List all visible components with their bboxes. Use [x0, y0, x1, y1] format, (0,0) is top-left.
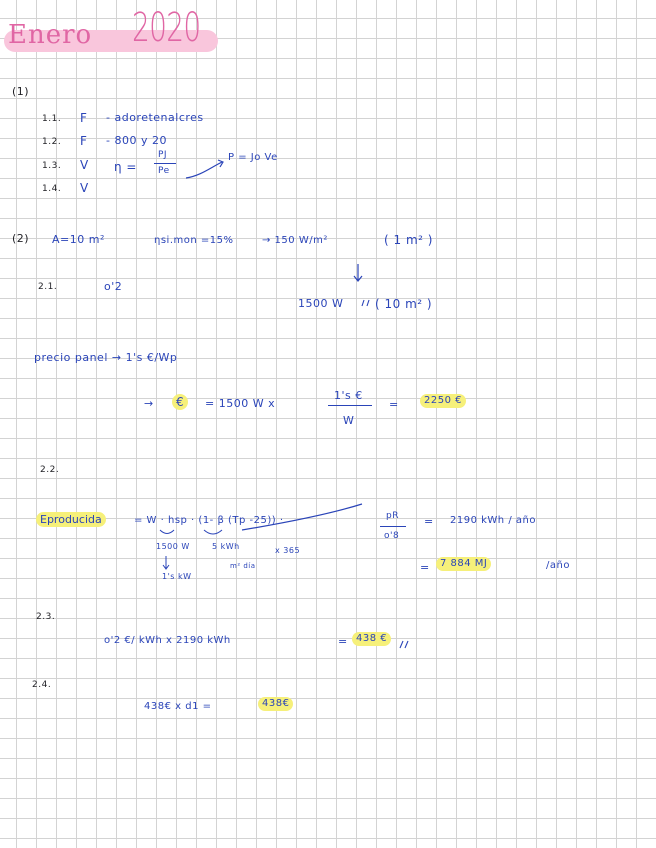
item-2-3-number: 2.3.: [36, 612, 56, 622]
panel-price: precio panel → 1's €/Wp: [34, 351, 178, 364]
item-1-2-answer: - 800 y 20: [106, 134, 167, 147]
arrow-to-power-formula: [186, 162, 222, 178]
energy-frac-numerator: pR: [386, 511, 399, 521]
down-arrow-small-icon: [163, 556, 169, 569]
power-per-m2: → 150 W/m²: [262, 235, 328, 246]
item-2-2-number: 2.2.: [40, 465, 60, 475]
item-2-4-number: 2.4.: [32, 680, 52, 690]
energy-formula: = W · hsp · (1- β (Tp -25)) ·: [134, 515, 284, 526]
calc-2-1-equation: = 1500 W x: [205, 397, 276, 410]
title-month: Enero: [8, 20, 93, 50]
energy-result-unit: /año: [546, 560, 570, 571]
energy-result: 2190 kWh / año: [450, 515, 536, 526]
calc-2-1-arrow: →: [144, 397, 154, 410]
double-tick-mark-2: [400, 641, 408, 648]
energy-equals: =: [424, 515, 434, 528]
calc-2-1-frac-numerator: 1's €: [334, 389, 363, 402]
item-1-2-number: 1.2.: [42, 137, 62, 147]
calc-2-1-frac-denominator: W: [343, 414, 355, 427]
calc-2-3-equals: =: [338, 635, 348, 648]
item-1-1-number: 1.1.: [42, 114, 62, 124]
formula-power: P = Jo Ve: [228, 152, 278, 163]
efficiency-symbol: η =: [114, 160, 137, 174]
brace-under-w: [160, 530, 174, 534]
total-power: 1500 W: [298, 297, 344, 310]
brace-under-hsp: [204, 530, 222, 534]
energy-equals-2: =: [420, 561, 430, 574]
calc-2-1-equals: =: [389, 398, 399, 411]
calc-2-4: 438€ x d1 =: [144, 701, 212, 712]
item-2-1-number: 2.1.: [38, 282, 58, 292]
energy-result-mj: 7 884 MJ: [436, 557, 491, 571]
item-1-3-number: 1.3.: [42, 161, 62, 171]
formula-numerator: PJ: [158, 150, 168, 160]
area-value: A=10 m²: [52, 233, 105, 246]
per-area-note: ( 10 m² ): [375, 297, 433, 311]
strike-through-line: [242, 504, 362, 530]
energy-frac-denominator: o'8: [384, 531, 400, 541]
sub-power-kw: 1's kW: [162, 572, 192, 581]
calc-2-1-euro: €: [172, 394, 188, 410]
item-1-4-number: 1.4.: [42, 184, 62, 194]
calc-2-4-result: 438€: [258, 697, 293, 711]
sub-irradiance-unit: m² día: [230, 562, 256, 570]
per-m2-note: ( 1 m² ): [384, 233, 433, 247]
item-1-1-answer: - adoretenalcres: [106, 111, 204, 124]
item-1-3-mark: V: [80, 158, 89, 172]
calc-2-1-result: 2250 €: [420, 394, 466, 408]
sub-days: x 365: [275, 546, 301, 555]
energy-produced-label: Eproducida: [36, 512, 106, 527]
efficiency-value: ηsi.mon =15%: [154, 235, 234, 246]
section-2-label: (2): [12, 232, 30, 245]
calc-2-3-result: 438 €: [352, 632, 391, 646]
formula-denominator: Pe: [158, 166, 170, 176]
sub-power: 1500 W: [156, 542, 190, 551]
down-arrow-icon: [354, 264, 362, 281]
section-1-label: (1): [12, 85, 30, 98]
item-2-1-answer: o'2: [104, 280, 123, 293]
item-1-2-mark: F: [80, 134, 88, 148]
item-1-4-mark: V: [80, 181, 89, 195]
item-1-1-mark: F: [80, 111, 88, 125]
calc-2-3: o'2 €/ kWh x 2190 kWh: [104, 635, 231, 646]
title-year: 2020: [132, 5, 201, 51]
sub-irradiance: 5 kWh: [212, 542, 240, 551]
double-tick-mark: [362, 300, 369, 306]
